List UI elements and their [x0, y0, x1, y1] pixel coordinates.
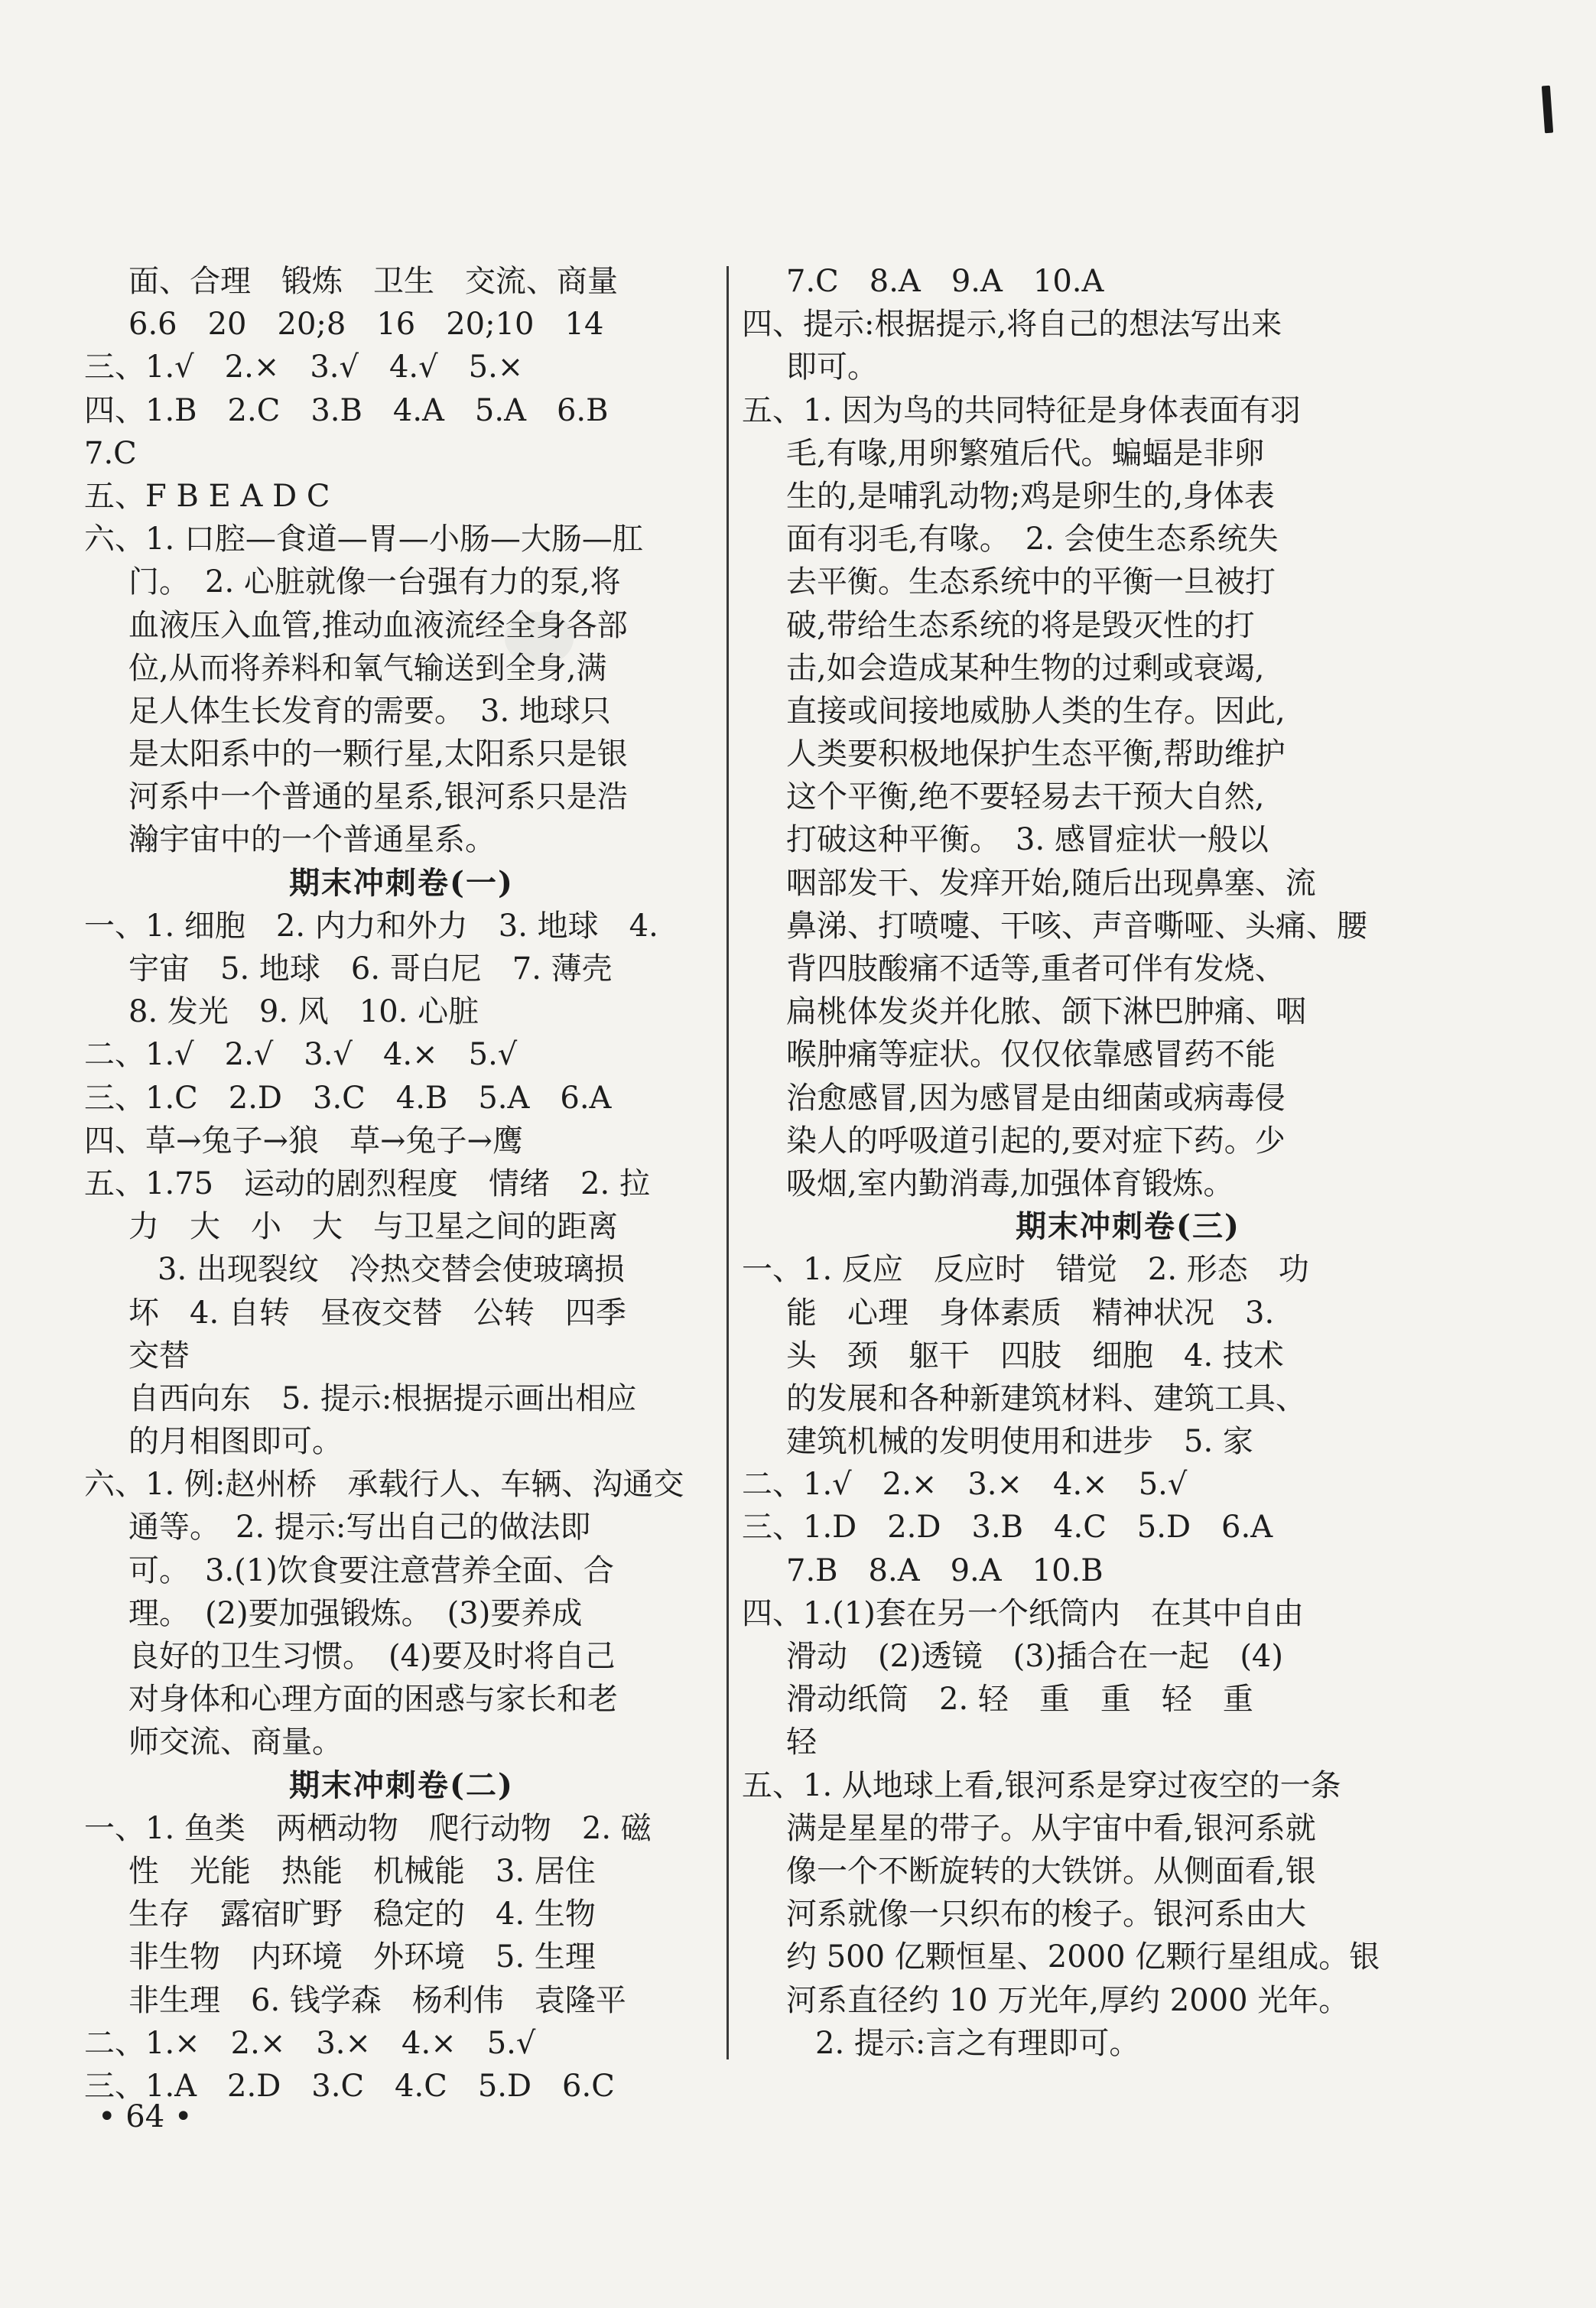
answer-line: 力 大 小 大 与卫星之间的距离: [128, 1209, 618, 1245]
answer-line: 是太阳系中的一颗行星,太阳系只是银: [128, 736, 628, 772]
answer-line: 轻: [786, 1724, 817, 1760]
answer-line: 血液压入血管,推动血液流经全身各部: [128, 607, 628, 643]
answer-line: 背四肢酸痛不适等,重者可伴有发烧、: [786, 951, 1286, 987]
answer-line: 3. 出现裂纹 冷热交替会使玻璃损: [158, 1252, 625, 1288]
answer-line: 滑动纸筒 2. 轻 重 重 轻 重: [786, 1682, 1253, 1718]
answer-line: 五、1.75 运动的剧烈程度 情绪 2. 拉: [84, 1165, 650, 1201]
answer-line: 面、合理 锻炼 卫生 交流、商量: [128, 264, 618, 299]
answer-line: 六、1. 口腔—食道—胃—小肠—大肠—肛: [84, 522, 643, 557]
answer-line: 约 500 亿颗恒星、2000 亿颗行星组成。银: [786, 1939, 1380, 1975]
answer-line: 8. 发光 9. 风 10. 心脏: [128, 994, 479, 1030]
answer-line: 三、1.C 2.D 3.C 4.B 5.A 6.A: [84, 1080, 612, 1116]
answer-line: 治愈感冒,因为感冒是由细菌或病毒侵: [786, 1080, 1286, 1116]
answer-line: 击,如会造成某种生物的过剩或衰竭,: [786, 650, 1265, 686]
answer-line: 鼻涕、打喷嚏、干咳、声音嘶哑、头痛、腰: [786, 908, 1367, 944]
answer-line: 头 颈 躯干 四肢 细胞 4. 技术: [786, 1338, 1284, 1373]
answer-line: 坏 4. 自转 昼夜交替 公转 四季: [128, 1295, 626, 1331]
answer-line: 破,带给生态系统的将是毁灭性的打: [786, 607, 1255, 643]
answer-line: 瀚宇宙中的一个普通星系。: [128, 822, 496, 858]
answer-line: 宇宙 5. 地球 6. 哥白尼 7. 薄壳: [128, 951, 613, 987]
section-title: 期末冲刺卷(三): [1016, 1208, 1240, 1245]
answer-line: 五、F B E A D C: [84, 478, 330, 514]
answer-line: 师交流、商量。: [128, 1724, 343, 1760]
answer-line: 能 心理 身体素质 精神状况 3.: [786, 1295, 1275, 1331]
answer-line: 扁桃体发炎并化脓、颌下淋巴肿痛、咽: [786, 994, 1306, 1030]
answer-line: 河系直径约 10 万光年,厚约 2000 光年。: [786, 1982, 1350, 2018]
answer-line: 7.C: [84, 435, 137, 471]
answer-line: 四、草→兔子→狼 草→兔子→鹰: [84, 1123, 524, 1159]
answer-line: 良好的卫生习惯。 (4)要及时将自己: [128, 1639, 616, 1674]
answer-line: 河系就像一只织布的梭子。银河系由大: [786, 1897, 1306, 1933]
answer-line: 染人的呼吸道引起的,要对症下药。少: [786, 1123, 1286, 1159]
column-divider: [726, 266, 729, 2059]
answer-line: 门。 2. 心脏就像一台强有力的泵,将: [128, 564, 621, 600]
answer-line: 三、1.A 2.D 3.C 4.C 5.D 6.C: [84, 2068, 615, 2104]
answer-line: 二、1.√ 2.× 3.× 4.× 5.√: [742, 1467, 1188, 1503]
answer-line: 一、1. 反应 反应时 错觉 2. 形态 功: [742, 1252, 1309, 1288]
answer-line: 吸烟,室内勤消毒,加强体育锻炼。: [786, 1165, 1234, 1201]
answer-line: 五、1. 因为鸟的共同特征是身体表面有羽: [742, 392, 1301, 428]
answer-line: 生的,是哺乳动物;鸡是卵生的,身体表: [786, 478, 1275, 514]
answer-line: 三、1.√ 2.× 3.√ 4.√ 5.×: [84, 349, 524, 385]
answer-line: 喉肿痛等症状。仅仅依靠感冒药不能: [786, 1037, 1276, 1073]
answer-line: 六、1. 例:赵州桥 承载行人、车辆、沟通交: [84, 1467, 684, 1503]
answer-line: 这个平衡,绝不要轻易去干预大自然,: [786, 779, 1265, 815]
right-answer-column: [742, 260, 1514, 2065]
answer-line: 通等。 2. 提示:写出自己的做法即: [128, 1510, 591, 1546]
section-title: 期末冲刺卷(二): [289, 1767, 514, 1803]
answer-line: 即可。: [786, 349, 878, 385]
answer-line: 河系中一个普通的星系,银河系只是浩: [128, 779, 628, 815]
answer-line: 足人体生长发育的需要。 3. 地球只: [128, 693, 611, 729]
answer-line: 自西向东 5. 提示:根据提示画出相应: [128, 1380, 637, 1416]
answer-line: 位,从而将养料和氧气输送到全身,满: [128, 650, 607, 686]
answer-line: 的发展和各种新建筑材料、建筑工具、: [786, 1380, 1306, 1416]
answer-line: 二、1.× 2.× 3.× 4.× 5.√: [84, 2025, 536, 2061]
answer-line: 面有羽毛,有喙。 2. 会使生态系统失: [786, 522, 1279, 557]
answer-line: 四、1.B 2.C 3.B 4.A 5.A 6.B: [84, 392, 609, 428]
answer-line: 性 光能 热能 机械能 3. 居住: [128, 1853, 596, 1889]
page-edge-mark: [1542, 86, 1553, 134]
answer-line: 四、1.(1)套在另一个纸筒内 在其中自由: [742, 1595, 1304, 1631]
answer-line: 交替: [128, 1338, 190, 1373]
answer-line: 6.6 20 20;8 16 20;10 14: [128, 307, 604, 343]
answer-line: 三、1.D 2.D 3.B 4.C 5.D 6.A: [742, 1510, 1273, 1546]
answer-line: 生存 露宿旷野 稳定的 4. 生物: [128, 1897, 596, 1933]
answer-line: 可。 3.(1)饮食要注意营养全面、合: [128, 1552, 614, 1588]
answer-line: 人类要积极地保护生态平衡,帮助维护: [786, 736, 1286, 772]
answer-line: 像一个不断旋转的大铁饼。从侧面看,银: [786, 1853, 1316, 1889]
answer-line: 四、提示:根据提示,将自己的想法写出来: [742, 307, 1282, 343]
answer-line: 打破这种平衡。 3. 感冒症状一般以: [786, 822, 1269, 858]
page-number: • 64 •: [98, 2099, 193, 2134]
answer-line: 2. 提示:言之有理即可。: [815, 2025, 1140, 2061]
answer-line: 建筑机械的发明使用和进步 5. 家: [786, 1424, 1253, 1460]
answer-line: 咽部发干、发痒开始,随后出现鼻塞、流: [786, 865, 1316, 901]
answer-line: 对身体和心理方面的困惑与家长和老: [128, 1682, 618, 1718]
answer-line: 直接或间接地威胁人类的生存。因此,: [786, 693, 1286, 729]
answer-line: 非生理 6. 钱学森 杨利伟 袁隆平: [128, 1982, 626, 2018]
answer-line: 满是星星的带子。从宇宙中看,银河系就: [786, 1810, 1316, 1846]
answer-line: 五、1. 从地球上看,银河系是穿过夜空的一条: [742, 1767, 1341, 1803]
answer-line: 7.C 8.A 9.A 10.A: [786, 264, 1104, 299]
answer-line: 一、1. 鱼类 两栖动物 爬行动物 2. 磁: [84, 1810, 652, 1846]
section-title: 期末冲刺卷(一): [289, 864, 514, 901]
answer-line: 一、1. 细胞 2. 内力和外力 3. 地球 4.: [84, 908, 658, 944]
answer-line: 滑动 (2)透镜 (3)插合在一起 (4): [786, 1639, 1283, 1674]
answer-line: 理。 (2)要加强锻炼。 (3)要养成: [128, 1595, 583, 1631]
answer-line: 二、1.√ 2.√ 3.√ 4.× 5.√: [84, 1037, 518, 1073]
answer-line: 非生物 内环境 外环境 5. 生理: [128, 1939, 596, 1975]
answer-line: 毛,有喙,用卵繁殖后代。蝙蝠是非卵: [786, 435, 1265, 471]
left-answer-column: [84, 260, 719, 2108]
answer-line: 的月相图即可。: [128, 1424, 343, 1460]
answer-line: 7.B 8.A 9.A 10.B: [786, 1552, 1104, 1588]
answer-line: 去平衡。生态系统中的平衡一旦被打: [786, 564, 1276, 600]
